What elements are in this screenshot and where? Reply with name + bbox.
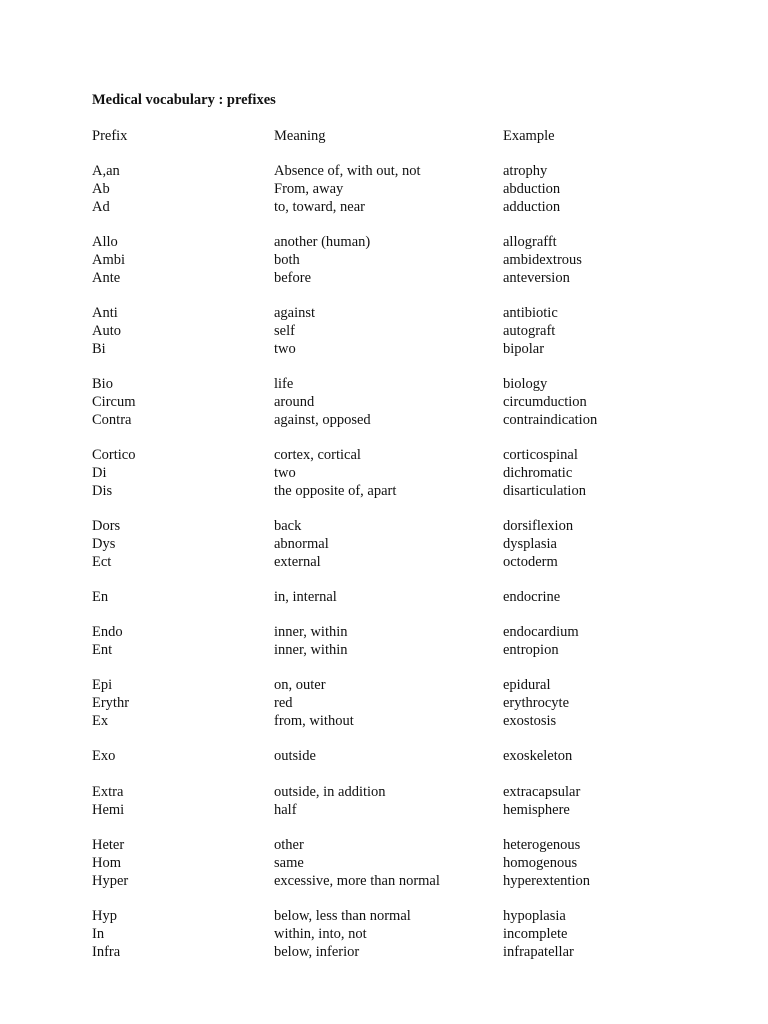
meaning-cell: other: [274, 837, 304, 854]
header-example: Example: [503, 128, 555, 144]
vocabulary-row: [0, 304, 768, 322]
example-cell: hyperextention: [503, 872, 590, 889]
meaning-cell: external: [274, 553, 321, 570]
meaning-cell: to, toward, near: [274, 198, 365, 215]
prefix-cell: Ambi: [92, 251, 126, 268]
meaning-cell: another (human): [274, 233, 371, 250]
example-cell: autograft: [503, 322, 556, 339]
vocabulary-row: [0, 907, 768, 925]
vocabulary-row: [0, 553, 768, 571]
meaning-cell: outside, in addition: [274, 783, 386, 800]
vocabulary-row: [0, 322, 768, 340]
prefix-cell: Ab: [92, 180, 110, 197]
vocabulary-row: [0, 340, 768, 358]
prefix-cell: Ent: [92, 642, 113, 659]
example-cell: heterogenous: [503, 837, 581, 854]
prefix-group: [0, 747, 768, 765]
example-cell: hemisphere: [503, 801, 570, 818]
vocabulary-row: [0, 233, 768, 251]
prefix-cell: Dys: [92, 535, 116, 552]
prefix-group: [0, 783, 768, 819]
example-cell: erythrocyte: [503, 695, 570, 712]
meaning-cell: same: [274, 854, 304, 871]
example-cell: adduction: [503, 198, 561, 215]
meaning-cell: within, into, not: [274, 925, 367, 942]
vocabulary-row: [0, 180, 768, 198]
prefix-group: [0, 588, 768, 606]
prefix-cell: Extra: [92, 783, 124, 800]
meaning-cell: inner, within: [274, 624, 348, 641]
vocabulary-row: [0, 694, 768, 712]
prefix-cell: Bi: [92, 340, 106, 357]
vocabulary-row: [0, 464, 768, 482]
prefix-group: [0, 304, 768, 357]
prefix-group: [0, 676, 768, 729]
meaning-cell: excessive, more than normal: [274, 872, 440, 889]
prefix-cell: Circum: [92, 393, 136, 410]
vocabulary-row: [0, 783, 768, 801]
vocabulary-row: [0, 712, 768, 730]
prefix-cell: Hyper: [92, 872, 129, 889]
prefix-cell: Ect: [92, 553, 112, 570]
example-cell: biology: [503, 375, 548, 392]
column-header-row: [0, 127, 768, 145]
vocabulary-row: [0, 872, 768, 890]
example-cell: corticospinal: [503, 446, 578, 463]
meaning-cell: both: [274, 251, 300, 268]
prefix-cell: Ante: [92, 269, 121, 286]
meaning-cell: half: [274, 801, 297, 818]
vocabulary-list: [0, 162, 768, 960]
example-cell: dysplasia: [503, 535, 557, 552]
prefix-cell: Contra: [92, 411, 132, 428]
vocabulary-row: [0, 925, 768, 943]
example-cell: incomplete: [503, 925, 568, 942]
vocabulary-row: [0, 375, 768, 393]
meaning-cell: cortex, cortical: [274, 446, 361, 463]
vocabulary-row: [0, 535, 768, 553]
vocabulary-row: [0, 747, 768, 765]
prefix-cell: Infra: [92, 943, 121, 960]
vocabulary-row: [0, 446, 768, 464]
meaning-cell: Absence of, with out, not: [274, 163, 421, 179]
vocabulary-row: [0, 943, 768, 961]
prefix-group: [0, 375, 768, 428]
example-cell: hypoplasia: [503, 908, 566, 925]
vocabulary-row: [0, 269, 768, 287]
meaning-cell: around: [274, 393, 315, 410]
example-cell: anteversion: [503, 269, 570, 286]
meaning-cell: below, less than normal: [274, 908, 411, 925]
meaning-cell: abnormal: [274, 535, 329, 552]
example-cell: endocardium: [503, 624, 579, 641]
vocabulary-row: [0, 251, 768, 269]
vocabulary-row: [0, 801, 768, 819]
vocabulary-row: [0, 517, 768, 535]
prefix-cell: En: [92, 588, 109, 605]
meaning-cell: on, outer: [274, 677, 326, 694]
meaning-cell: outside: [274, 748, 316, 765]
example-cell: dorsiflexion: [503, 517, 574, 534]
vocabulary-row: [0, 162, 768, 180]
vocabulary-row: [0, 588, 768, 606]
meaning-cell: the opposite of, apart: [274, 482, 397, 499]
vocabulary-row: [0, 676, 768, 694]
prefix-cell: Heter: [92, 837, 125, 854]
example-cell: ambidextrous: [503, 251, 582, 268]
meaning-cell: inner, within: [274, 642, 348, 659]
prefix-cell: Bio: [92, 375, 113, 392]
prefix-cell: Ex: [92, 713, 109, 730]
meaning-cell: back: [274, 517, 302, 534]
prefix-cell: Dis: [92, 482, 113, 499]
prefix-cell: Auto: [92, 322, 121, 339]
vocabulary-row: [0, 836, 768, 854]
meaning-cell: From, away: [274, 180, 344, 197]
meaning-cell: life: [274, 375, 294, 392]
example-cell: infrapatellar: [503, 943, 574, 960]
prefix-group: [0, 836, 768, 889]
prefix-cell: Hyp: [92, 908, 117, 925]
prefix-cell: Erythr: [92, 695, 130, 712]
example-cell: disarticulation: [503, 482, 586, 499]
prefix-cell: Ad: [92, 198, 110, 215]
vocabulary-row: [0, 623, 768, 641]
example-cell: octoderm: [503, 553, 558, 570]
prefix-group: [0, 162, 768, 215]
meaning-cell: in, internal: [274, 588, 337, 605]
vocabulary-row: [0, 411, 768, 429]
meaning-cell: against: [274, 304, 316, 321]
example-cell: contraindication: [503, 411, 598, 428]
example-cell: antibiotic: [503, 304, 558, 321]
example-cell: dichromatic: [503, 464, 573, 481]
prefix-cell: A,an: [92, 163, 120, 179]
prefix-group: [0, 517, 768, 570]
example-cell: epidural: [503, 677, 551, 694]
header-meaning: Meaning: [274, 128, 326, 144]
example-cell: abduction: [503, 180, 561, 197]
meaning-cell: against, opposed: [274, 411, 371, 428]
prefix-group: [0, 907, 768, 960]
prefix-cell: Dors: [92, 517, 121, 534]
example-cell: homogenous: [503, 854, 578, 871]
prefix-cell: Endo: [92, 624, 123, 641]
prefix-cell: Cortico: [92, 446, 136, 463]
example-cell: bipolar: [503, 340, 545, 357]
prefix-cell: Hemi: [92, 801, 125, 818]
example-cell: circumduction: [503, 393, 587, 410]
example-cell: atrophy: [503, 163, 548, 179]
prefix-cell: Allo: [92, 233, 118, 250]
prefix-group: [0, 623, 768, 659]
example-cell: allografft: [503, 233, 557, 250]
example-cell: exoskeleton: [503, 748, 573, 765]
prefix-cell: Di: [92, 464, 107, 481]
example-cell: endocrine: [503, 588, 561, 605]
meaning-cell: two: [274, 340, 296, 357]
meaning-cell: from, without: [274, 713, 354, 730]
document-title: Medical vocabulary : prefixes: [92, 92, 276, 108]
vocabulary-row: [0, 482, 768, 500]
example-cell: entropion: [503, 642, 559, 659]
meaning-cell: self: [274, 322, 295, 339]
prefix-cell: Anti: [92, 304, 118, 321]
meaning-cell: before: [274, 269, 312, 286]
meaning-cell: red: [274, 695, 293, 712]
vocabulary-row: [0, 641, 768, 659]
vocabulary-row: [0, 393, 768, 411]
prefix-cell: Hom: [92, 854, 121, 871]
meaning-cell: below, inferior: [274, 943, 360, 960]
prefix-cell: In: [92, 925, 105, 942]
prefix-group: [0, 233, 768, 286]
example-cell: exostosis: [503, 713, 557, 730]
prefix-cell: Exo: [92, 748, 116, 765]
meaning-cell: two: [274, 464, 296, 481]
example-cell: extracapsular: [503, 783, 581, 800]
vocabulary-row: [0, 198, 768, 216]
prefix-group: [0, 446, 768, 499]
header-prefix: Prefix: [92, 128, 128, 144]
vocabulary-row: [0, 854, 768, 872]
prefix-cell: Epi: [92, 677, 113, 694]
